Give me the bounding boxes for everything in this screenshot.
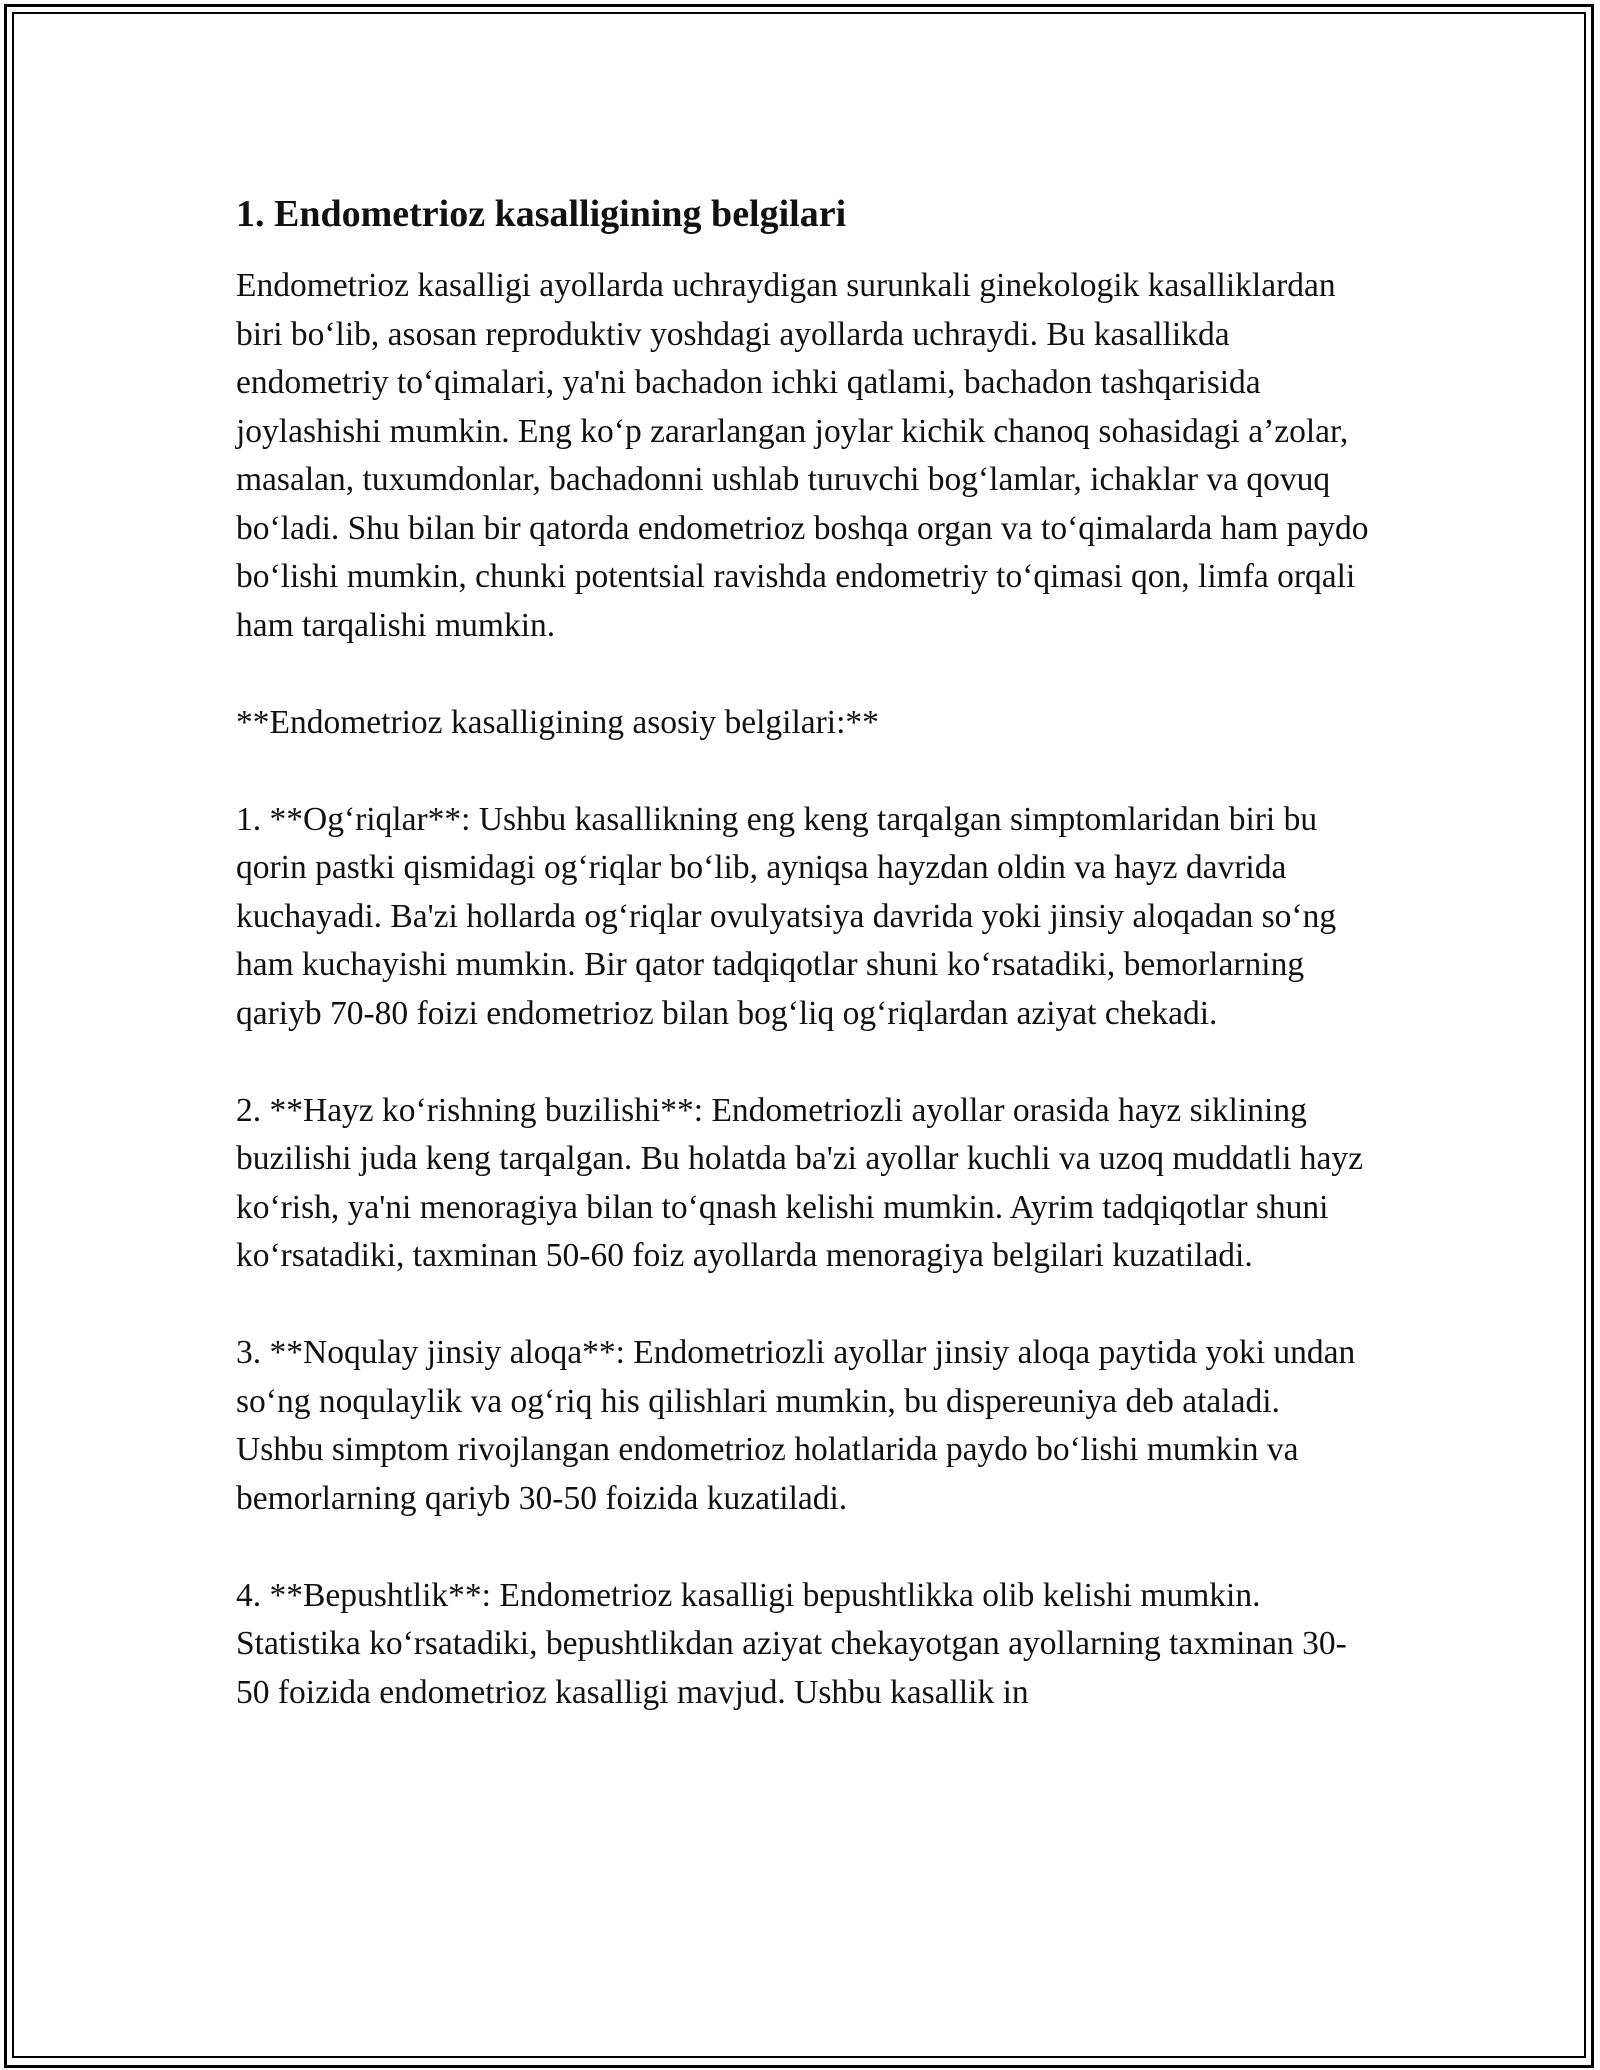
symptom-menstrual-paragraph: 2. **Hayz ko‘rishning buzilishi**: Endometriozli ayollar orasida hayz siklining buzilishi juda keng tarqalgan. Bu holatda ba'zi ayollar kuchli va uzoq muddatli hayz ko‘rish, ya'ni menoragiya bilan to‘qnash kelishi mumkin. Ayrim tadqiqotlar shuni ko‘rsatadiki, taxminan 50-60 foiz ayollarda menoragiya belgilari kuzatiladi. [236,1091,1364,1274]
page-title: 1. Endometrioz kasalligining belgilari [236,193,847,235]
document-body [236,188,1372,1717]
symptom-pain-paragraph: 1. **Og‘riqlar**: Ushbu kasallikning eng keng tarqalgan simptomlaridan biri bu qorin pastki qismidagi og‘riqlar bo‘lib, ayniqsa hayzdan oldin va hayz davrida kuchayadi. Ba'zi hollarda og‘riqlar ovulyatsiya davrida yoki jinsiy aloqadan so‘ng ham kuchayishi mumkin. Bir qator tadqiqotlar shuni ko‘rsatadiki, bemorlarning qariyb 70-80 foizi endometrioz bilan bog‘liq og‘riqlardan aziyat chekadi. [236,800,1337,1032]
symptom-infertility-paragraph: 4. **Bepushtlik**: Endometrioz kasalligi bepushtlikka olib kelishi mumkin. Statistika ko‘rsatadiki, bepushtlikdan aziyat chekayotgan ayollarning taxminan 30-50 foizida endometrioz kasalligi mavjud. Ushbu kasallik in [236,1576,1347,1711]
intro-paragraph: Endometrioz kasalligi ayollarda uchraydigan surunkali ginekologik kasalliklardan biri bo‘lib, asosan reproduktiv yoshdagi ayollarda uchraydi. Bu kasallikda endometriy to‘qimalari, ya'ni bachadon ichki qatlami, bachadon tashqarisida joylashishi mumkin. Eng ko‘p zararlangan joylar kichik chanoq sohasidagi a’zolar, masalan, tuxumdonlar, bachadonni ushlab turuvchi bog‘lamlar, ichaklar va qovuq bo‘ladi. Shu bilan bir qatorda endometrioz boshqa organ va to‘qimalarda ham paydo bo‘lishi mumkin, chunki potentsial ravishda endometriy to‘qimasi qon, limfa orqali ham tarqalishi mumkin. [236,267,1369,644]
symptom-intercourse-paragraph: 3. **Noqulay jinsiy aloqa**: Endometriozli ayollar jinsiy aloqa paytida yoki undan so‘ng noqulaylik va og‘riq his qilishlari mumkin, bu dispereuniya deb ataladi. Ushbu simptom rivojlangan endometrioz holatlarida paydo bo‘lishi mumkin va bemorlarning qariyb 30-50 foizida kuzatiladi. [236,1334,1356,1517]
section-subheading: **Endometrioz kasalligining asosiy belgilari:** [236,703,879,741]
